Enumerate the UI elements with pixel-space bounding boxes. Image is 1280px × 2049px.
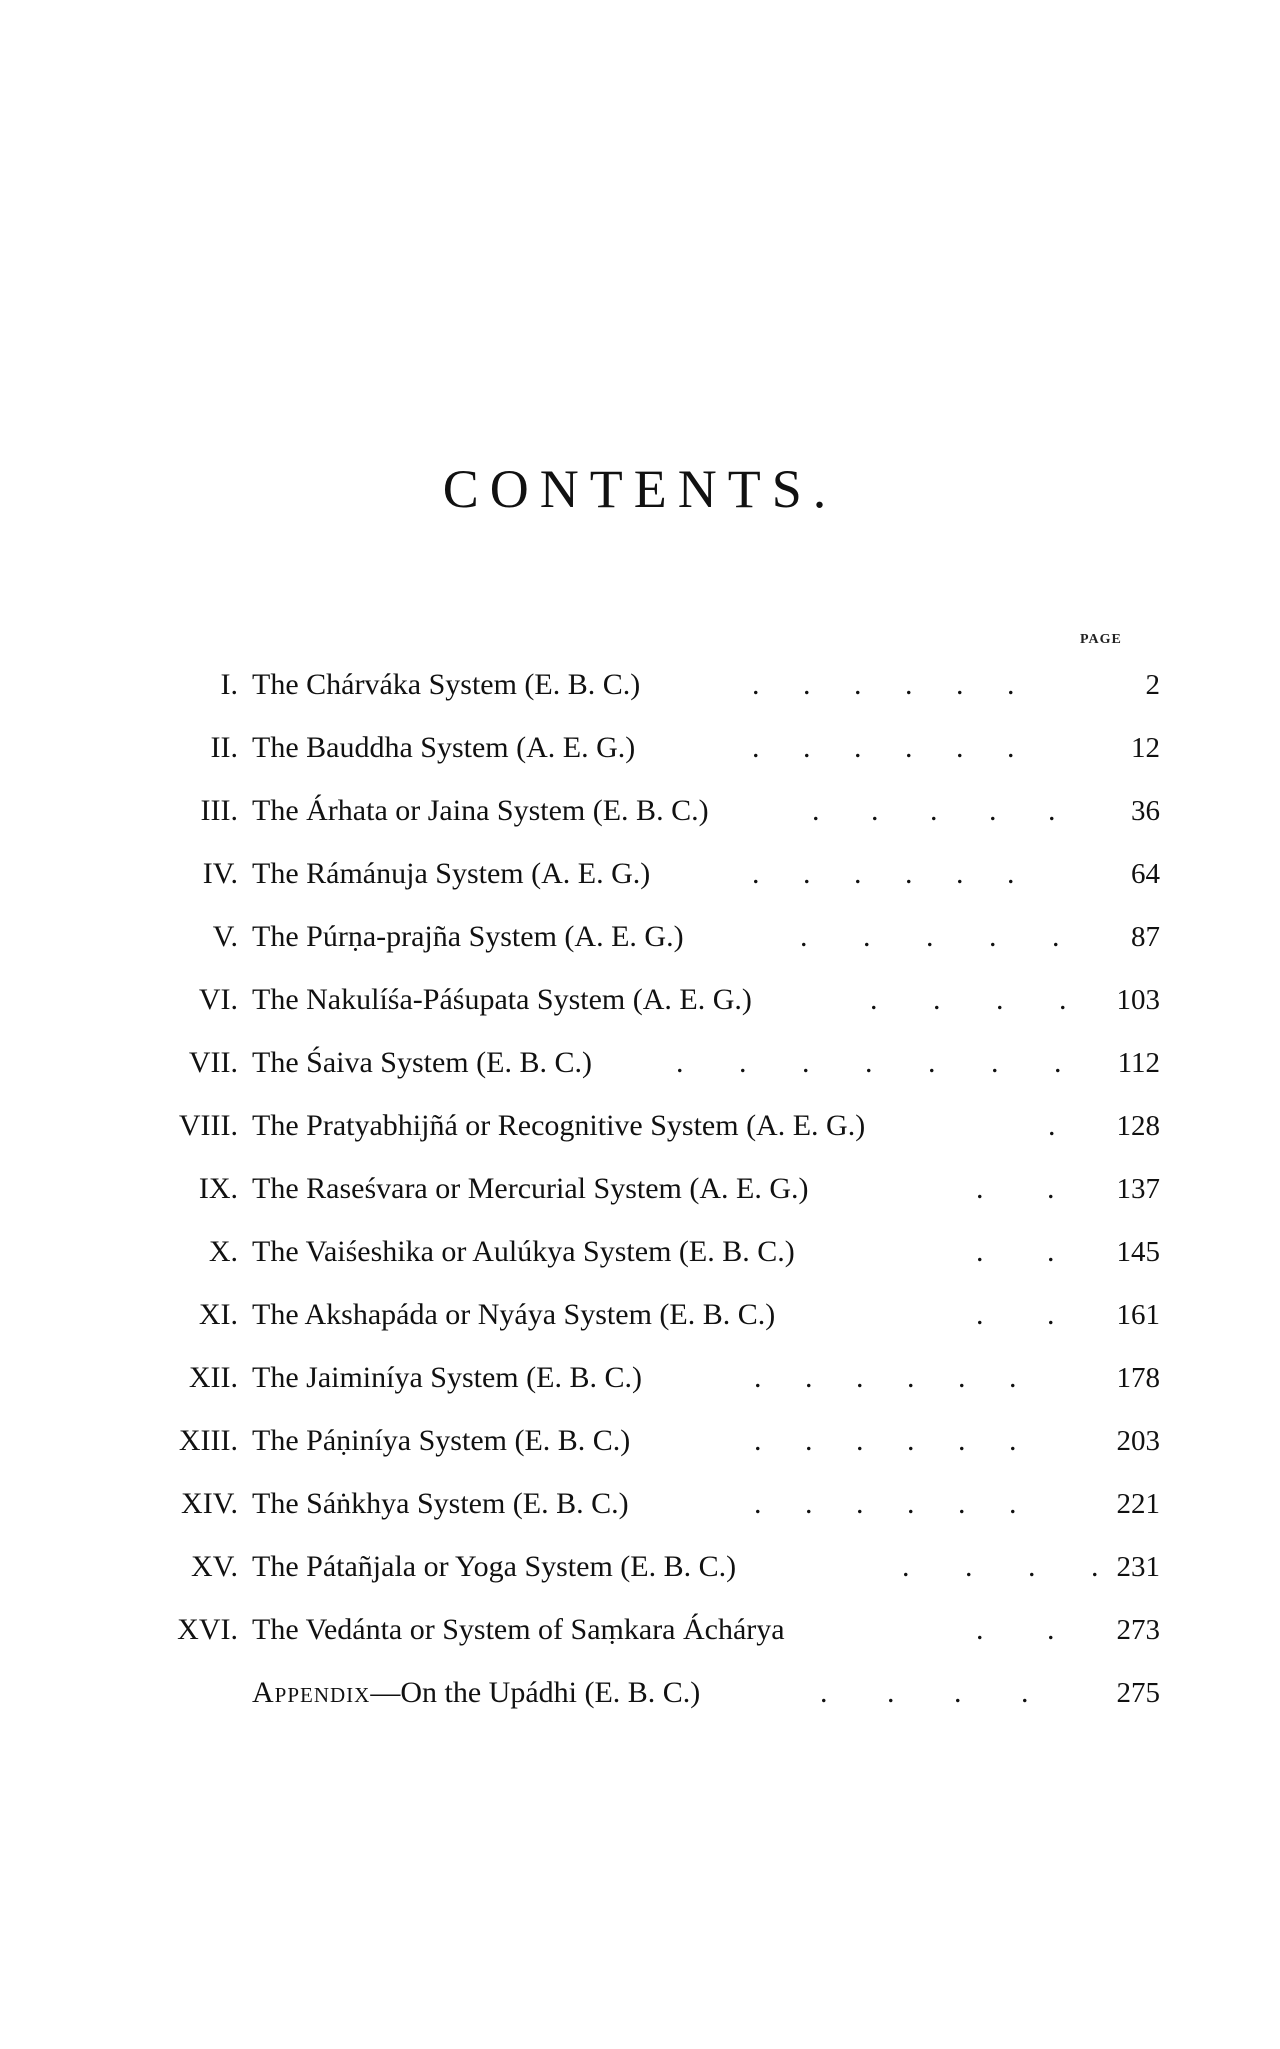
page-number: 273 (1116, 1614, 1160, 1646)
chapter-title: The Pátañjala or Yoga System (E. B. C.) (252, 1550, 737, 1583)
chapter-numeral: XIII. (178, 1424, 238, 1457)
toc-entry-appendix[interactable] (0, 1663, 1280, 1723)
appendix-title (252, 1663, 700, 1723)
chapter-title: The Raseśvara or Mercurial System (A. E. G.) (252, 1172, 809, 1205)
leader-dots: . . . . (820, 1676, 1055, 1709)
chapter-numeral: III. (200, 794, 238, 827)
leader-dots: . . . . . (800, 920, 1084, 953)
leader-dots: . . (976, 1613, 1083, 1646)
page-number: 128 (1116, 1110, 1160, 1142)
toc-entry-5[interactable] (0, 907, 1280, 967)
page-number: 87 (1131, 921, 1160, 953)
page-number: 145 (1116, 1236, 1160, 1268)
page-number: 275 (1116, 1677, 1160, 1709)
page-number: 112 (1117, 1047, 1160, 1079)
chapter-title: The Púrṇa-prajña System (A. E. G.) (252, 920, 684, 953)
leader-dots: . . . . . . . (676, 1046, 1086, 1079)
leader-dots: . . . . (902, 1550, 1123, 1583)
chapter-title: The Pratyabhijñá or Recognitive System (A. E. G.) (252, 1109, 866, 1142)
chapter-numeral: XII. (188, 1361, 238, 1394)
chapter-title: The Vedánta or System of Saṃkara Áchárya (252, 1613, 785, 1646)
leader-dots: . . . . . . (752, 668, 1033, 701)
chapter-title: The Árhata or Jaina System (E. B. C.) (252, 794, 709, 827)
page-number: 36 (1131, 795, 1160, 827)
toc-entry-10[interactable] (0, 1222, 1280, 1282)
page-number: 161 (1116, 1299, 1160, 1331)
toc-entry-12[interactable] (0, 1348, 1280, 1408)
chapter-title: The Vaiśeshika or Aulúkya System (E. B. C.) (252, 1235, 795, 1268)
toc-entry-14[interactable] (0, 1474, 1280, 1534)
chapter-numeral: XI. (198, 1298, 238, 1331)
chapter-numeral: IX. (198, 1172, 238, 1205)
leader-dots: . . . . . (812, 794, 1078, 827)
toc-entry-3[interactable] (0, 781, 1280, 841)
toc-entry-11[interactable] (0, 1285, 1280, 1345)
toc-entry-9[interactable] (0, 1159, 1280, 1219)
chapter-numeral: XVI. (177, 1613, 238, 1646)
page-number: 221 (1116, 1488, 1160, 1520)
chapter-numeral: VII. (188, 1046, 238, 1079)
toc-entry-13[interactable] (0, 1411, 1280, 1471)
chapter-title: The Nakulíśa-Páśupata System (A. E. G.) (252, 983, 752, 1016)
toc-entry-6[interactable] (0, 970, 1280, 1030)
page-number: 2 (1145, 669, 1160, 701)
chapter-numeral: VIII. (178, 1109, 238, 1142)
chapter-title: The Rámánuja System (A. E. G.) (252, 857, 651, 890)
leader-dots: . . (976, 1298, 1083, 1331)
page-title: CONTENTS. (442, 459, 838, 519)
chapter-numeral: I. (220, 668, 238, 701)
chapter-title: The Sáṅkhya System (E. B. C.) (252, 1487, 629, 1520)
chapter-numeral: V. (212, 920, 238, 953)
appendix-text: —On the Upádhi (E. B. C.) (370, 1676, 701, 1709)
page-number: 12 (1131, 732, 1160, 764)
toc-entry-1[interactable] (0, 655, 1280, 715)
toc-entry-15[interactable] (0, 1537, 1280, 1597)
leader-dots: . . . . . . (752, 731, 1033, 764)
chapter-title: The Bauddha System (A. E. G.) (252, 731, 636, 764)
chapter-title: The Akshapáda or Nyáya System (E. B. C.) (252, 1298, 776, 1331)
chapter-title: The Śaiva System (E. B. C.) (252, 1046, 592, 1079)
leader-dots: . . . . (870, 983, 1091, 1016)
chapter-numeral: XIV. (181, 1487, 238, 1520)
leader-dots: . . (976, 1172, 1083, 1205)
toc-entry-2[interactable] (0, 718, 1280, 778)
toc-entry-8[interactable] (0, 1096, 1280, 1156)
chapter-numeral: XV. (191, 1550, 238, 1583)
page-column-label: PAGE (1080, 632, 1122, 647)
leader-dots: . . (976, 1235, 1083, 1268)
leader-dots: . . . . . . (752, 857, 1033, 890)
toc-entry-4[interactable] (0, 844, 1280, 904)
chapter-numeral: II. (210, 731, 238, 764)
leader-dots: . . . . . . (754, 1424, 1035, 1457)
chapter-title: The Chárváka System (E. B. C.) (252, 668, 641, 701)
chapter-title: The Jaiminíya System (E. B. C.) (252, 1361, 642, 1394)
page-number: 203 (1116, 1425, 1160, 1457)
page-number: 137 (1116, 1173, 1160, 1205)
page-number: 103 (1116, 984, 1160, 1016)
appendix-lead: Appendix (252, 1676, 371, 1709)
chapter-numeral: IV. (202, 857, 238, 890)
leader-dots: . . . . . . (754, 1487, 1035, 1520)
chapter-numeral: VI. (198, 983, 238, 1016)
toc-entry-7[interactable] (0, 1033, 1280, 1093)
leader-dots: . (1048, 1109, 1056, 1142)
chapter-numeral: X. (208, 1235, 238, 1268)
page-number: 178 (1116, 1362, 1160, 1394)
chapter-title: The Páṇiníya System (E. B. C.) (252, 1424, 631, 1457)
page-number: 64 (1131, 858, 1160, 890)
page-number: 231 (1116, 1551, 1160, 1583)
leader-dots: . . . . . . (754, 1361, 1035, 1394)
toc-entry-16[interactable] (0, 1600, 1280, 1660)
